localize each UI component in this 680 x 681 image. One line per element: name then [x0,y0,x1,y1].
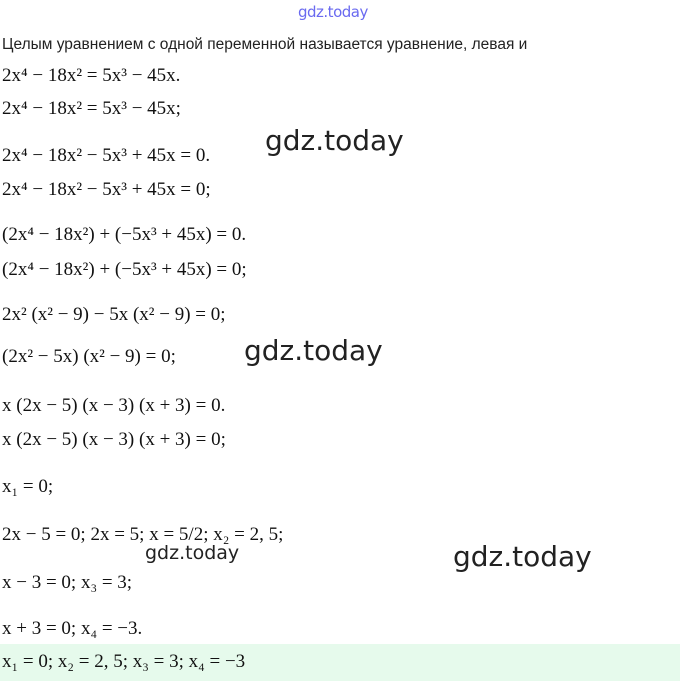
watermark-1: gdz.today [265,124,404,157]
equation-line-7: 2x² (x² − 9) − 5x (x² − 9) = 0; [2,304,226,325]
watermark-4: gdz.today [145,542,240,564]
intro-text: Целым уравнением с одной переменной называется уравнение, левая и [2,36,528,53]
equation-line-9: x (2x − 5) (x − 3) (x + 3) = 0. [2,395,226,416]
equation-line-13: x − 3 = 0; x₃ = 3; [2,572,133,593]
equation-line-8: (2x² − 5x) (x² − 9) = 0; [2,346,176,367]
equation-line-1: 2x⁴ − 18x² = 5x³ − 45x. [2,65,181,86]
equation-line-6: (2x⁴ − 18x²) + (−5x³ + 45x) = 0; [2,259,247,280]
equation-line-4: 2x⁴ − 18x² − 5x³ + 45x = 0; [2,179,211,200]
equation-line-12: 2x − 5 = 0; 2x = 5; x = 5/2; x₂ = 2, 5; [2,524,284,545]
watermark-3: gdz.today [453,540,592,573]
equation-line-11: x₁ = 0; [2,476,54,497]
watermark-top: gdz.today [298,3,368,21]
equation-line-2: 2x⁴ − 18x² = 5x³ − 45x; [2,98,181,119]
equation-line-14: x + 3 = 0; x₄ = −3. [2,618,143,639]
equation-line-10: x (2x − 5) (x − 3) (x + 3) = 0; [2,429,226,450]
final-answer: x₁ = 0; x₂ = 2, 5; x₃ = 3; x₄ = −3 [2,651,246,672]
equation-line-3: 2x⁴ − 18x² − 5x³ + 45x = 0. [2,145,211,166]
watermark-2: gdz.today [244,334,383,367]
equation-line-5: (2x⁴ − 18x²) + (−5x³ + 45x) = 0. [2,224,247,245]
